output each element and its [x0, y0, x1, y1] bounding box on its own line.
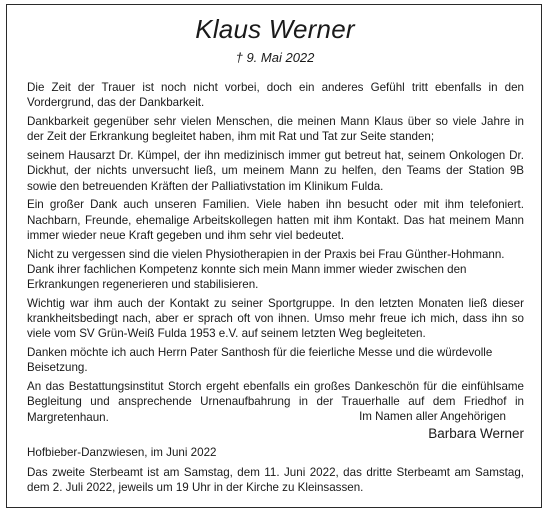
signature-block — [359, 409, 524, 443]
notice-body — [27, 80, 524, 428]
place-date: Hofbieber-Danzwiesen, im Juni 2022 — [27, 446, 217, 459]
paragraph-doctors: seinem Hausarzt Dr. Kümpel, der ihn medizinisch immer gut betreut hat, seinem Onkologen Dr. Dickhut, der nichts unversucht ließ, um meinem Mann zu helfen, den Teams der Station 9B sowie den betreuenden Kräften der Palliativstation im Klinikum Fulda. — [27, 148, 524, 193]
signature-on-behalf: Im Namen aller Angehörigen — [359, 410, 506, 423]
paragraph-gratitude: Dankbarkeit gegenüber sehr vielen Menschen, die meinen Mann Klaus über so viele Jahre in der Zeit der Erkrankung begleitet haben, ihm mit Rat und Tat zur Seite standen; — [27, 114, 524, 144]
final-note: Das zweite Sterbeamt ist am Samstag, dem 11. Juni 2022, das dritte Sterbeamt am Samstag, dem 2. Juli 2022, jeweils um 19 Uhr in der Kirche zu Kleinsassen. — [27, 466, 524, 495]
signature-name: Barbara Werner — [428, 426, 524, 441]
paragraph-sportgroup: Wichtig war ihm auch der Kontakt zu seiner Sportgruppe. In den letzten Monaten ließ dieser krankheitsbedingt nach, aber er sprach oft von ihnen. Umso mehr freue ich mich, dass ihn so viele vom SV Grün-Weiß Fulda 1953 e.V. auf seinem letzten Weg begleiteten. — [27, 296, 524, 341]
paragraph-intro: Die Zeit der Trauer ist noch nicht vorbei, doch ein anderes Gefühl tritt ebenfalls in den Vordergrund, das der Dankbarkeit. — [27, 81, 524, 110]
deceased-name: Klaus Werner — [195, 14, 355, 44]
paragraph-pater: Danken möchte ich auch Herrn Pater Santhosh für die feierliche Messe und die würdevolle Beisetzung. — [27, 346, 493, 375]
death-date: † 9. Mai 2022 — [235, 50, 315, 65]
paragraph-physiotherapy: Nicht zu vergessen sind die vielen Physiotherapien in der Praxis bei Frau Günther-Hohmann. Dank ihrer fachlichen Kompetenz konnte sich mein Mann immer wieder zwischen den Erkrankungen regenerieren und stabilisieren. — [27, 247, 505, 292]
paragraph-family: Ein großer Dank auch unseren Familien. Viele haben ihn besucht oder mit ihm telefoniert. Nachbarn, Freunde, ehemalige Arbeitskollegen hatten mit ihm Kontakt. Das hat meinem Mann immer wieder neue Kraft gegeben und ihm sehr viel bedeutet. — [27, 198, 524, 242]
paragraph-funeral-home: An das Bestattungsinstitut Storch ergeht ebenfalls ein großes Dankeschön für die einfühlsame Begleitung und ansprechende Urnenaufbahrung in der Trauerhalle auf dem Friedhof in Margretenhaun. — [27, 380, 524, 424]
